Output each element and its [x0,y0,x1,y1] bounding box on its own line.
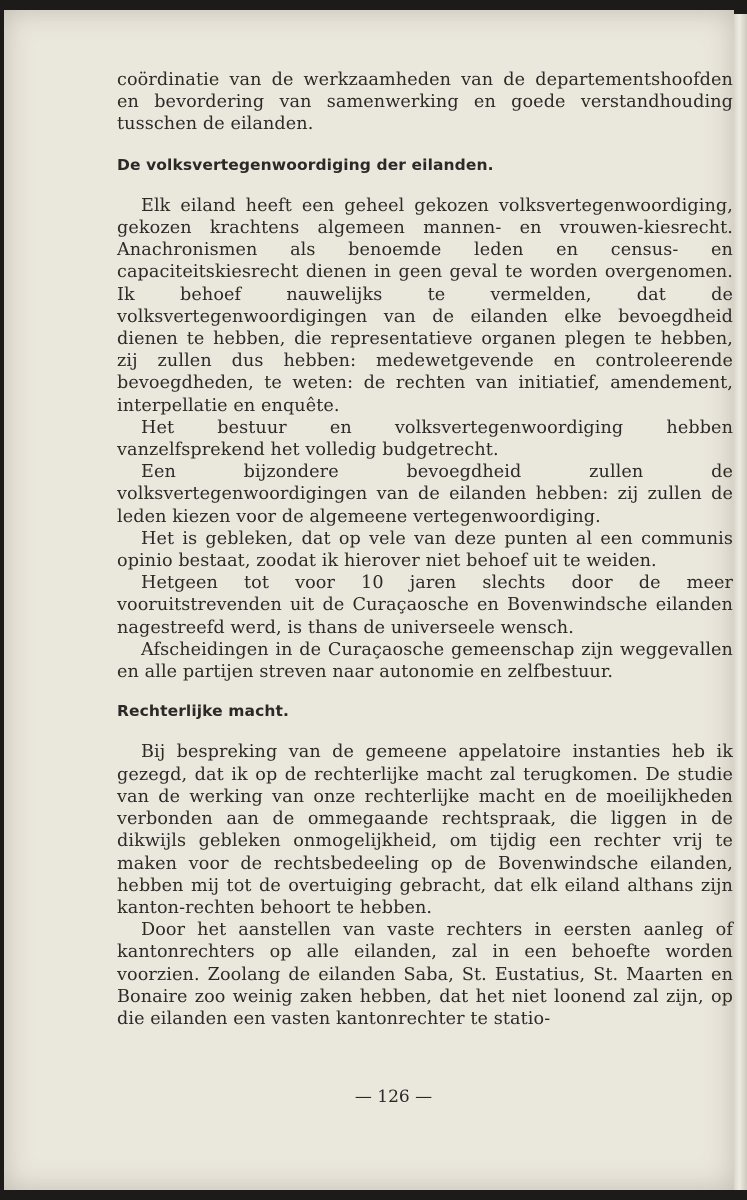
page-number-footer [0,1087,747,1107]
paragraph: Het is gebleken, dat op vele van deze punten al een communis opinio bestaat, zoodat ik hierover niet behoef uit te weiden. [117,528,733,572]
section-heading-rechterlijke-macht: Rechterlijke macht. [117,702,290,721]
paragraph: Bij bespreking van de gemeene appelatoire instanties heb ik gezegd, dat ik op de rechterlijke macht zal terugkomen. De studie van de werking van onze rechterlijke macht en de moeilijkheden verbonden aan de ommegaande rechtspraak, die liggen in de dikwijls gebleken onmogelijkheid, om tijdig een rechter vrij te maken voor de rechtsbedeeling op de Bovenwindsche eilanden, hebben mij tot de overtuiging gebracht, dat elk eiland althans zijn kanton-rechten behoort te hebben. [117,742,733,918]
paragraph: Het bestuur en volksvertegenwoordiging hebben vanzelfsprekend het volledig budgetrecht. [117,417,733,461]
paragraph: Hetgeen tot voor 10 jaren slechts door de meer vooruitstrevenden uit de Curaçaosche en Bovenwindsche eilanden nagestreefd werd, is thans de universeele wensch. [117,573,733,638]
section-heading-volksvertegenwoordiging: De volksvertegenwoordiging der eilanden. [117,155,494,174]
paragraph: coördinatie van de werkzaamheden van de departementshoofden en bevordering van samenwerking en goede verstandhouding tusschen de eilanden. [117,70,733,135]
page-text [117,69,733,1030]
paragraph: Door het aanstellen van vaste rechters in eersten aanleg of kantonrechters op alle eilanden, zal in een behoefte worden voorzien. Zoolang de eilanden Saba, St. Eustatius, St. Maarten en Bonaire zoo weinig zaken hebben, dat het niet loonend zal zijn, op die eilanden een vasten kantonrechter te statio- [117,920,733,1029]
paragraph: Elk eiland heeft een geheel gekozen volksvertegenwoordiging, gekozen krachtens algemeen mannen- en vrouwen-kiesrecht. Anachronismen als benoemde leden en census- en capaciteitskiesrecht dienen in geen geval te worden overgenomen. Ik behoef nauwelijks te vermelden, dat de volksvertegenwoordigingen van de eilanden elke bevoegdheid dienen te hebben, die representatieve organen plegen te hebben, zij zullen dus hebben: medewetgevende en controleerende bevoegdheden, te weten: de rechten van initiatief, amendement, interpellatie en enquête. [117,195,733,416]
page-edge [734,14,747,1190]
paragraph: Een bijzondere bevoegdheid zullen de volksvertegenwoordigingen van de eilanden hebben: zij zullen de leden kiezen voor de algemeene vertegenwoordiging. [117,462,733,527]
paragraph: Afscheidingen in de Curaçaosche gemeenschap zijn weggevallen en alle partijen streven naar autonomie en zelfbestuur. [117,639,733,683]
page-number: — 126 — [354,1087,433,1107]
